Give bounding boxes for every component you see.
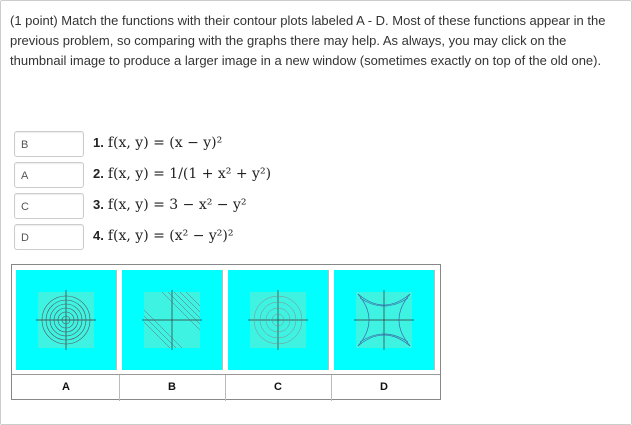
thumbnail-labels — [12, 374, 440, 401]
divider — [225, 375, 226, 401]
function-number: 1. — [93, 135, 104, 150]
answer-input-1[interactable]: B — [14, 131, 84, 157]
function-number: 4. — [93, 228, 104, 243]
match-row-2 — [14, 162, 344, 192]
function-formula: f(x, y) = 3 − x² − y² — [107, 197, 247, 213]
function-number: 3. — [93, 197, 104, 212]
thumbnail-d[interactable] — [334, 270, 435, 370]
hyperbolic-contour-icon — [334, 270, 434, 370]
function-label-4 — [93, 228, 233, 244]
concentric-circles-contour-icon — [16, 270, 116, 370]
thumbnail-table — [11, 264, 441, 400]
answer-input-4[interactable]: D — [14, 224, 84, 250]
match-row-3 — [14, 193, 344, 223]
function-formula: f(x, y) = (x − y)² — [107, 135, 223, 151]
thumbnail-c[interactable] — [228, 270, 329, 370]
divider — [119, 375, 120, 401]
thumbnail-b[interactable] — [122, 270, 223, 370]
thumbnail-label-d: D — [380, 381, 388, 393]
function-label-1 — [93, 135, 222, 151]
concentric-circles-contour-icon — [228, 270, 328, 370]
thumbnail-a[interactable] — [16, 270, 117, 370]
match-row-1 — [14, 131, 344, 161]
divider — [331, 375, 332, 401]
function-formula: f(x, y) = 1/(1 + x² + y²) — [107, 166, 272, 182]
thumbnail-label-a: A — [62, 381, 70, 393]
thumbnail-label-b: B — [168, 381, 176, 393]
function-formula: f(x, y) = (x² − y²)² — [107, 228, 234, 244]
answer-input-2[interactable]: A — [14, 162, 84, 188]
diagonal-lines-contour-icon — [122, 270, 222, 370]
function-label-2 — [93, 166, 271, 182]
match-row-4 — [14, 224, 344, 254]
problem-statement: (1 point) Match the functions with their contour plots labeled A - D. Most of these functions appear in the previous problem, so comparing with the graphs there may help. As always, you may click on the thumbnail image to produce a larger image in a new window (sometimes exactly on top of the old one). — [10, 13, 606, 68]
thumbnail-label-c: C — [274, 381, 282, 393]
function-number: 2. — [93, 166, 104, 181]
answer-input-3[interactable]: C — [14, 193, 84, 219]
function-label-3 — [93, 197, 246, 213]
